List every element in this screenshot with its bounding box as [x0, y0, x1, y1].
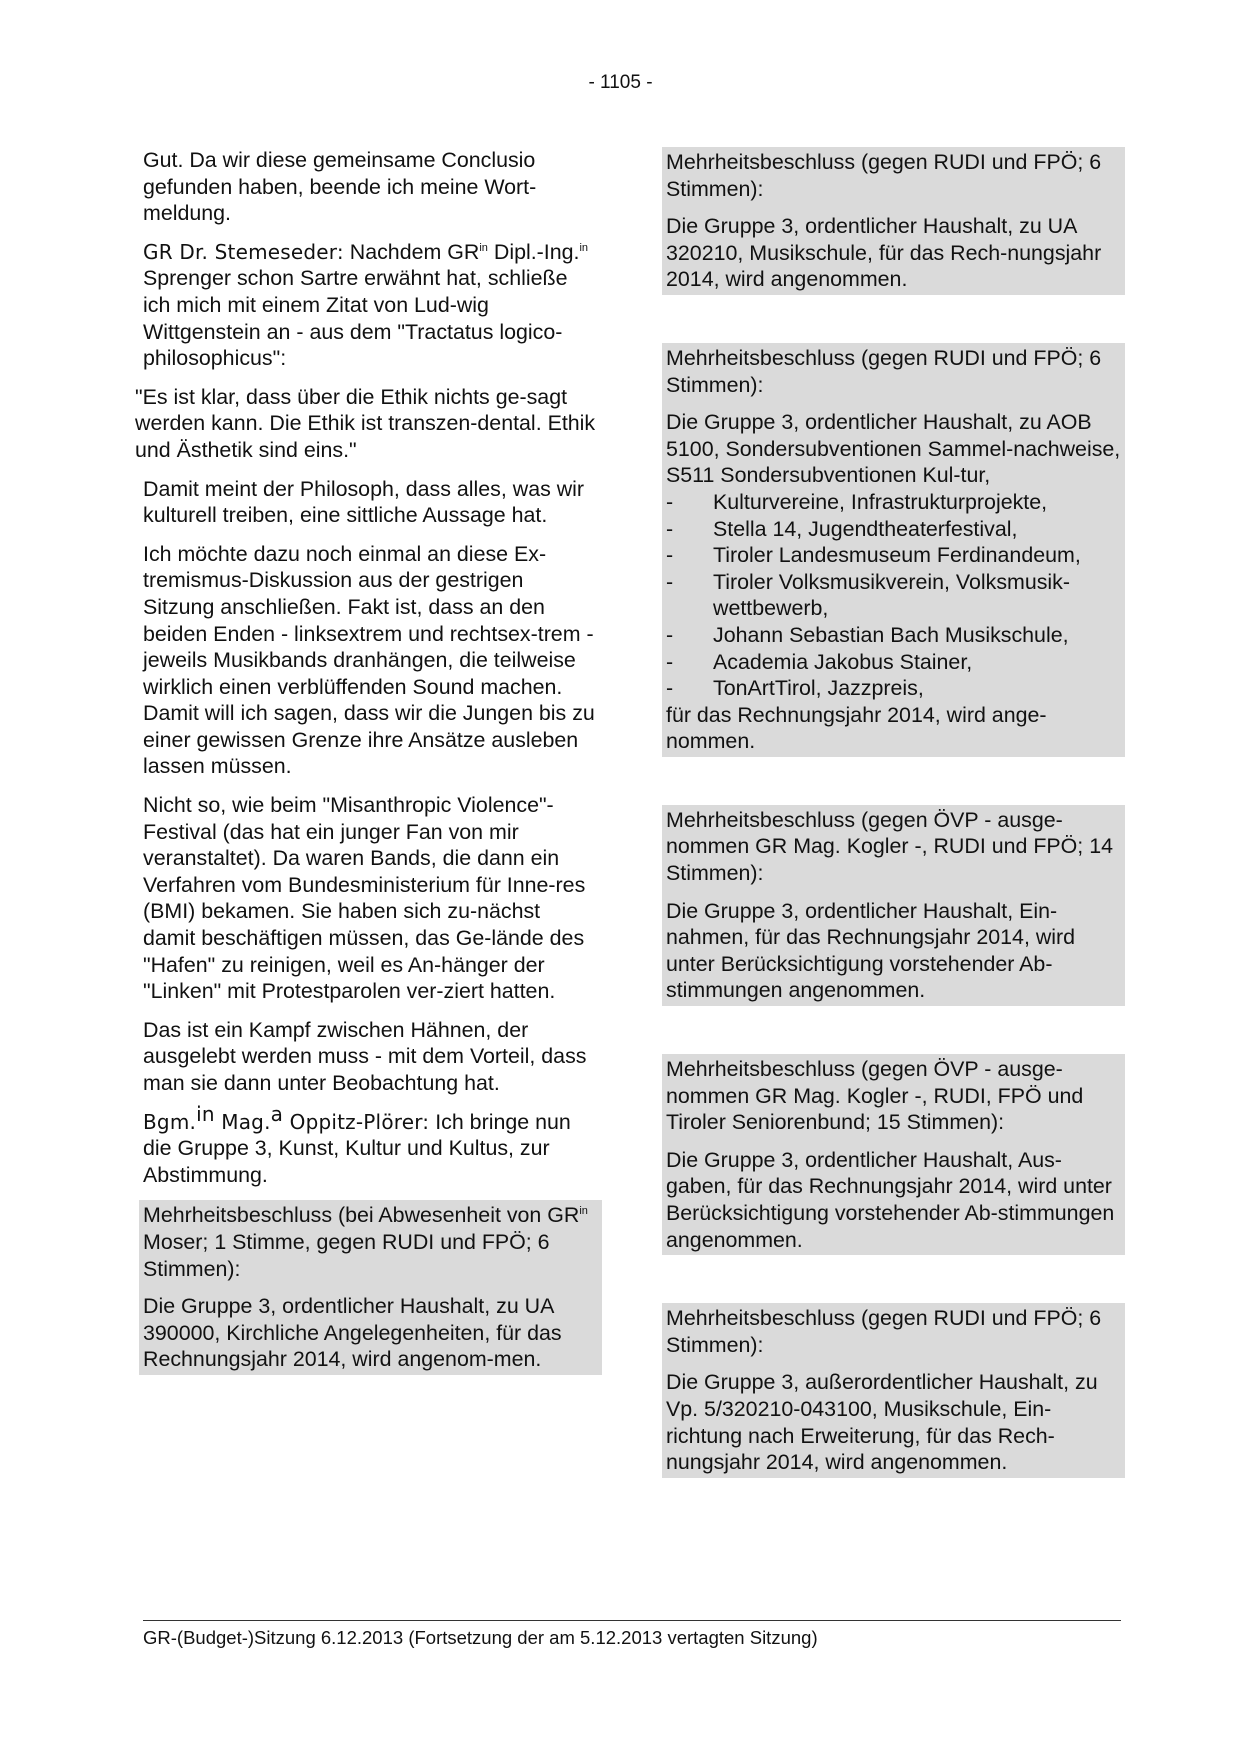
list-item	[666, 622, 1121, 649]
paragraph: Nicht so, wie beim "Misanthropic Violence"-Festival (das hat ein junger Fan von mir veranstaltet). Da waren Bands, die dann ein Verfahren vom Bundesministerium für Inne-res (BMI) bekamen. Sie haben sich zu-nächst damit beschäftigen müssen, das Ge-lände des "Hafen" zu reinigen, weil es An-hänger der "Linken" mit Protestparolen ver-ziert hatten.	[143, 793, 586, 1004]
list-item	[666, 516, 1121, 543]
list-item	[666, 649, 1121, 676]
resolution-heading: Mehrheitsbeschluss (gegen ÖVP - ausge-nommen GR Mag. Kogler -, RUDI, FPÖ und Tiroler Seniorenbund; 15 Stimmen):	[666, 1057, 1084, 1135]
superscript: a	[270, 1101, 284, 1126]
list-item-text: Academia Jakobus Stainer,	[713, 649, 973, 674]
dash-marker: -	[666, 649, 674, 674]
left-column	[135, 147, 598, 1375]
resolution-box	[662, 343, 1125, 757]
footer-divider	[143, 1620, 1121, 1621]
speaker-title: Mag.	[214, 1109, 271, 1134]
list-item	[666, 489, 1121, 516]
list-item-text: Johann Sebastian Bach Musikschule,	[713, 622, 1069, 647]
list-item-text: Stella 14, Jugendtheaterfestival,	[713, 516, 1018, 541]
list-item	[666, 675, 1121, 702]
resolution-heading: Mehrheitsbeschluss (gegen ÖVP - ausge-nommen GR Mag. Kogler -, RUDI und FPÖ; 14 Stimmen):	[666, 807, 1113, 886]
resolution-box	[662, 805, 1125, 1006]
dash-marker: -	[666, 676, 674, 701]
text-run: Sprenger schon Sartre erwähnt hat, schließe ich mich mit einem Zitat von Lud-wig Wittgenstein an - aus dem "Tractatus logico-philosophicus":	[143, 266, 568, 371]
resolution-body: Die Gruppe 3, ordentlicher Haushalt, zu AOB 5100, Sondersubventionen Sammel-nachweise, S511 Sondersubventionen Kul-tur,	[666, 410, 1121, 488]
text-run: Dipl.-Ing.	[487, 239, 580, 264]
speaker-name: Oppitz-Plörer:	[283, 1109, 430, 1134]
dash-marker: -	[666, 516, 674, 541]
list-item	[666, 569, 1121, 622]
right-column	[666, 147, 1121, 1478]
speaker-title: Bgm.	[143, 1109, 197, 1134]
superscript: in	[579, 1205, 588, 1218]
resolution-heading	[143, 1202, 598, 1282]
dash-marker: -	[666, 569, 674, 594]
resolution-body: Die Gruppe 3, ordentlicher Haushalt, Ein-nahmen, für das Rechnungsjahr 2014, wird unter Berücksichtigung vorstehender Ab-stimmungen angenommen.	[666, 898, 1076, 1003]
dash-marker: -	[666, 622, 674, 647]
resolution-heading: Mehrheitsbeschluss (gegen RUDI und FPÖ; 6 Stimmen):	[666, 1306, 1102, 1357]
speaker-name: GR Dr. Stemeseder:	[143, 239, 344, 264]
superscript: in	[196, 1101, 215, 1126]
quote: "Es ist klar, dass über die Ethik nichts ge-sagt werden kann. Die Ethik ist transzen-dental. Ethik und Ästhetik sind eins."	[135, 384, 596, 462]
text-run: Nachdem GR	[343, 239, 480, 264]
resolution-body: Die Gruppe 3, ordentlicher Haushalt, zu UA 390000, Kirchliche Angelegenheiten, für das Rechnungsjahr 2014, wird angenom-men.	[143, 1294, 562, 1372]
page-number: - 1105 -	[588, 72, 653, 93]
list-item-text: Tiroler Landesmuseum Ferdinandeum,	[713, 543, 1081, 568]
resolution-box	[662, 147, 1125, 295]
resolution-box	[139, 1200, 602, 1375]
resolution-box	[662, 1054, 1125, 1255]
text-run: Moser; 1 Stimme, gegen RUDI und FPÖ; 6 Stimmen):	[143, 1229, 550, 1281]
text-run: Ich bringe nun die Gruppe 3, Kunst, Kultur und Kultus, zur Abstimmung.	[143, 1109, 571, 1187]
text-run: Mehrheitsbeschluss (bei Abwesenheit von GR	[143, 1203, 580, 1228]
resolution-body: Die Gruppe 3, außerordentlicher Haushalt, zu Vp. 5/320210-043100, Musikschule, Ein-richtung nach Erweiterung, für das Rech-nungsjahr 2014, wird angenommen.	[666, 1370, 1098, 1475]
paragraph: Gut. Da wir diese gemeinsame Conclusio gefunden haben, beende ich meine Wort-meldung.	[143, 148, 537, 226]
list-item-text: TonArtTirol, Jazzpreis,	[713, 676, 924, 701]
resolution-heading: Mehrheitsbeschluss (gegen RUDI und FPÖ; 6 Stimmen):	[666, 150, 1102, 201]
resolution-body: Die Gruppe 3, ordentlicher Haushalt, zu UA 320210, Musikschule, für das Rech-nungsjahr 2014, wird angenommen.	[666, 214, 1102, 292]
paragraph: Das ist ein Kampf zwischen Hähnen, der ausgelebt werden muss - mit dem Vorteil, dass man sie dann unter Beobachtung hat.	[143, 1017, 587, 1095]
resolution-body: Die Gruppe 3, ordentlicher Haushalt, Aus-gaben, für das Rechnungsjahr 2014, wird unter Berücksichtigung vorstehender Ab-stimmungen angenommen.	[666, 1147, 1115, 1252]
bullet-list	[666, 489, 1121, 702]
resolution-box	[662, 1303, 1125, 1478]
paragraph: Ich möchte dazu noch einmal an diese Ex-tremismus-Diskussion aus der gestrigen Sitzung anschließen. Fakt ist, dass an den beiden Enden - linksextrem und rechtsex-trem - jeweils Musikbands dranhängen, die teilweise wirklich einen verblüffenden Sound machen. Damit will ich sagen, dass wir die Jungen bis zu einer gewissen Grenze ihre Ansätze ausleben lassen müssen.	[143, 541, 595, 779]
superscript: in	[479, 241, 488, 254]
list-item-text: Kulturvereine, Infrastrukturprojekte,	[713, 489, 1048, 514]
resolution-heading: Mehrheitsbeschluss (gegen RUDI und FPÖ; 6 Stimmen):	[666, 345, 1102, 397]
speaker-paragraph	[143, 1101, 598, 1189]
speaker-paragraph	[143, 239, 598, 372]
dash-marker: -	[666, 489, 674, 514]
footer: GR-(Budget-)Sitzung 6.12.2013 (Fortsetzung der am 5.12.2013 vertagten Sitzung)	[143, 1627, 818, 1648]
paragraph: Damit meint der Philosoph, dass alles, was wir kulturell treiben, eine sittliche Aussage hat.	[143, 476, 585, 528]
resolution-tail: für das Rechnungsjahr 2014, wird ange-nommen.	[666, 702, 1047, 754]
list-item-text: Tiroler Volksmusikverein, Volksmusik-wettbewerb,	[713, 569, 1070, 621]
list-item	[666, 542, 1121, 569]
superscript: in	[579, 241, 589, 254]
dash-marker: -	[666, 543, 674, 568]
